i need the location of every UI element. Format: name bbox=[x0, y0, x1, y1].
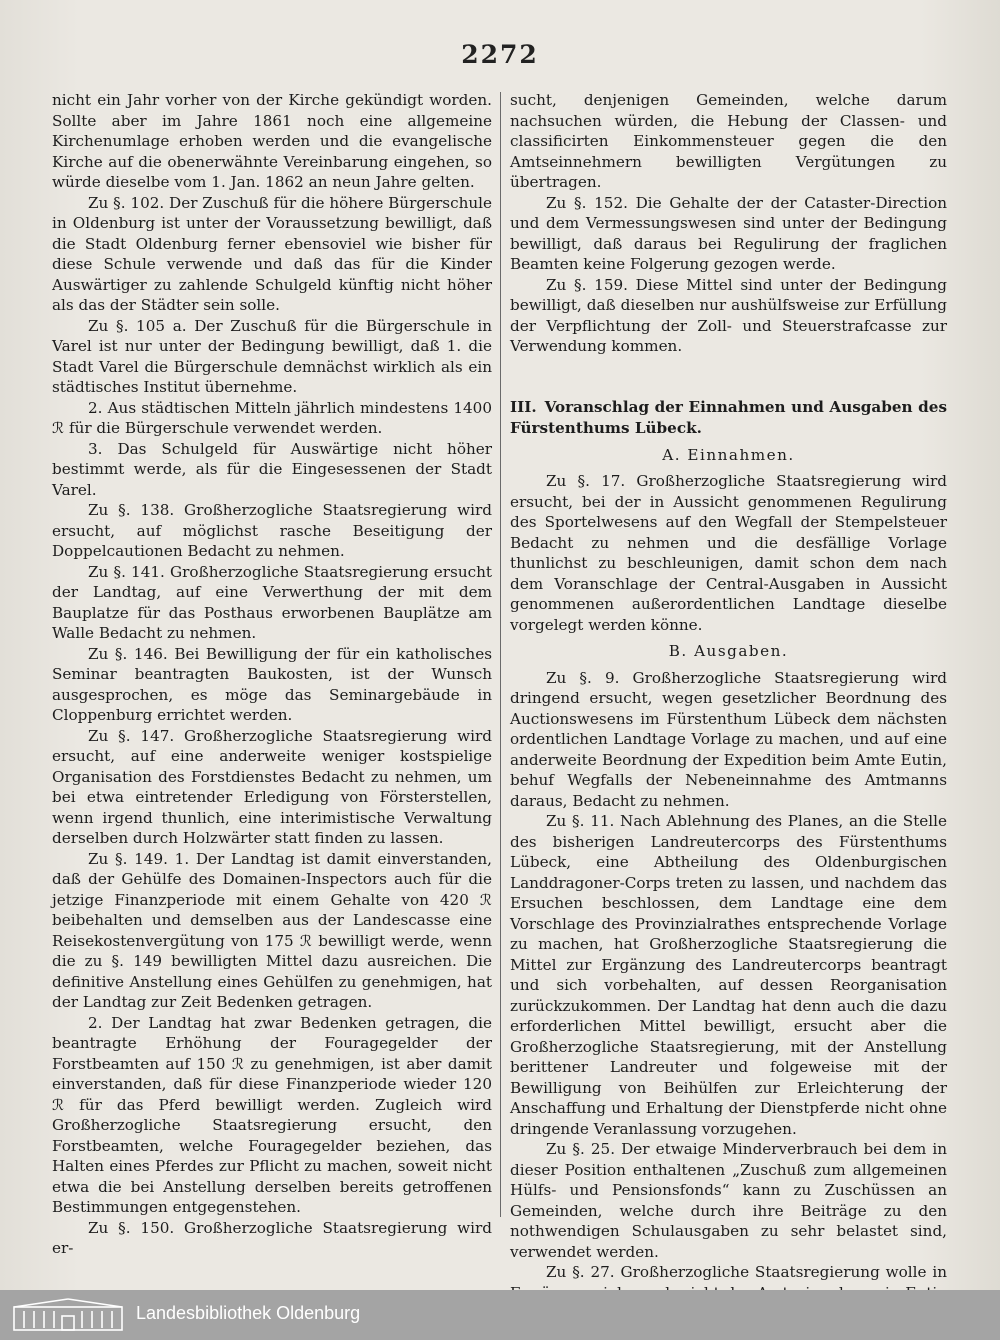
section-heading bbox=[510, 397, 947, 439]
section-number: III. bbox=[510, 397, 537, 416]
subheading-ausgaben: B. Ausgaben. bbox=[668, 642, 789, 660]
right-column bbox=[510, 90, 947, 1324]
library-building-icon bbox=[12, 1298, 124, 1332]
paragraph: Zu §. 102. Der Zuschuß für die höhere Bürgerschule in Oldenburg ist unter der Voraussetzung bewilligt, daß die Stadt Oldenburg ferner ebensoviel wie bisher für diese Schule verwende und daß das für die Kinder Auswärtiger zu zahlende Schulgeld künftig nicht höher als das der Städter sein solle. bbox=[52, 193, 493, 314]
paragraph: Zu §. 141. Großherzogliche Staatsregierung ersucht der Landtag, auf eine Verwerthung der mit dem Bauplatze für das Posthaus erworbenen Bauplätze am Walle Bedacht zu nehmen. bbox=[52, 562, 492, 642]
subheading-einnahmen: A. Einnahmen. bbox=[662, 445, 795, 464]
paragraph: 3. Das Schulgeld für Auswärtige nicht höher bestimmt werde, als für die Eingesessenen der Stadt Varel. bbox=[52, 439, 492, 499]
paragraph: nicht ein Jahr vorher von der Kirche gekündigt worden. Sollte aber im Jahre 1861 noch eine allgemeine Kirchenumlage erhoben werden und die evangelische Kirche auf die obenerwähnte Vereinbarung eingehen, so würde dieselbe vom 1. Jan. 1862 an neun Jahre gelten. bbox=[52, 91, 492, 191]
section-title: Voranschlag der Einnahmen und Ausgaben des Fürstenthums Lübeck. bbox=[510, 397, 947, 437]
footer-bar bbox=[0, 1290, 1000, 1340]
paragraph: Zu §. 150. Großherzogliche Staatsregierung wird er- bbox=[52, 1218, 492, 1257]
paragraph: Zu §. 105 a. Der Zuschuß für die Bürgerschule in Varel ist nur unter der Bedingung bewilligt, daß 1. die Stadt Varel die Bürgerschule demnächst wirklich als ein städtisches Institut übernehme. bbox=[52, 316, 492, 396]
page-number: 2272 bbox=[461, 40, 539, 69]
paragraph: sucht, denjenigen Gemeinden, welche darum nachsuchen würden, die Hebung der Classen- und classificirten Einkommensteuer gegen die den Amtseinnehmern bewilligten Vergütungen zu übertragen. bbox=[510, 91, 947, 191]
paragraph: Zu §. 25. Der etwaige Minderverbrauch bei dem in dieser Position enthaltenen „Zuschuß zum allgemeinen Hülfs- und Pensionsfonds“ kann zu Zuschüssen an Gemeinden, welche durch ihre Beiträge zu den nothwendigen Schulausgaben zu sehr belastet sind, verwendet werden. bbox=[510, 1140, 947, 1261]
paragraph: Zu §. 9. Großherzogliche Staatsregierung wird dringend ersucht, wegen gesetzlicher Beordnung des Auctionswesens im Fürstenthum Lübeck dem nächsten ordentlichen Landtage Vorlage zu machen, und auf eine anderweite Beordnung der Expedition beim Amte Eutin, behuf Wegfalls der Nebeneinnahme des Amtmanns daraus, Bedacht zu nehmen. bbox=[510, 668, 947, 810]
paragraph: Zu §. 138. Großherzogliche Staatsregierung wird ersucht, auf möglichst rasche Beseitigung der Doppelcautionen Bedacht zu nehmen. bbox=[52, 501, 492, 560]
paragraph: Zu §. 146. Bei Bewilligung der für ein katholisches Seminar beantragten Baukosten, ist der Wunsch ausgesprochen, es möge das Seminargebäude in Cloppenburg errichtet werden. bbox=[52, 644, 492, 724]
paragraph: 2. Aus städtischen Mitteln jährlich mindestens 1400 ℛ für die Bürgerschule verwendet werden. bbox=[52, 398, 492, 437]
library-name: Landesbibliothek Oldenburg bbox=[136, 1303, 361, 1323]
column-divider bbox=[500, 92, 501, 1217]
paragraph: 2. Der Landtag hat zwar Bedenken getragen, die beantragte Erhöhung der Fouragegelder der Forstbeamten auf 150 ℛ zu genehmigen, ist aber damit einverstanden, daß für diese Finanzperiode wieder 120 ℛ für das Pferd bewilligt werden. Zugleich wird Großherzogliche Staatsregierung ersucht, den Forstbeamten, welche Fouragegelder beziehen, das Halten eines Pferdes zur Pflicht zu machen, soweit nicht etwa die bei Anstellung derselben bereits getroffenen Bestimmungen entgegenstehen. bbox=[52, 1013, 492, 1216]
paragraph: Zu §. 147. Großherzogliche Staatsregierung wird ersucht, auf eine anderweite weniger kostspielige Organisation des Forstdienstes Bedacht zu nehmen, um bei etwa eintretender Erledigung von Försterstellen, wenn irgend thunlich, eine interimistische Verwaltung derselben durch Holzwärter statt finden zu lassen. bbox=[52, 726, 492, 847]
paragraph: Zu §. 159. Diese Mittel sind unter der Bedingung bewilligt, daß dieselben nur aushülfsweise zur Erfüllung der Verpflichtung der Zoll- und Steuerstrafcasse zur Verwendung kommen. bbox=[510, 275, 947, 355]
paragraph: Zu §. 152. Die Gehalte der der Cataster-Direction und dem Vermessungswesen sind unter der Bedingung bewilligt, daß daraus bei Regulirung der fraglichen Beamten keine Folgerung gezogen werde. bbox=[510, 193, 947, 273]
paragraph: Zu §. 27. Großherzogliche Staatsregierung wolle in bbox=[546, 1263, 947, 1281]
left-column bbox=[52, 90, 492, 1259]
paragraph: Zu §. 11. Nach Ablehnung des Planes, an die Stelle des bisherigen Landreutercorps des Fürstenthums Lübeck, eine Abtheilung des Oldenburgischen Landdragoner-Corps treten zu lassen, und nachdem das Ersuchen beschlossen, dem Landtage eine dem Vorschlage des Provinzialrathes entsprechende Vorlage zu machen, hat Großherzogliche Staatsregierung die Mittel zur Ergänzung des Landreutercorps beantragt und sich vorbehalten, auf dessen Reorganisation zurückzukommen. Der Landtag hat denn auch die dazu erforderlichen Mittel bewilligt, ersucht aber die Großherzogliche Staatsregierung, mit der Anstellung berittener Landreuter und folgeweise mit der Bewilligung von Beihülfen zur Erleichterung der Anschaffung und Erhaltung der Dienstpferde nicht ohne dringende Veranlassung vorzugehen. bbox=[510, 812, 947, 1138]
paragraph: Zu §. 149. 1. Der Landtag ist damit einverstanden, daß der Gehülfe des Domainen-Inspectors auch für die jetzige Finanzperiode mit einem Gehalte von 420 ℛ beibehalten und demselben aus der Landescasse eine Reisekostenvergütung von 175 ℛ bewilligt werde, wenn die zu §. 149 bewilligten Mittel dazu ausreichen. Die definitive Anstellung eines Gehülfen zu genehmigen, hat der Landtag zur Zeit Bedenken getragen. bbox=[52, 849, 492, 1011]
paragraph: Zu §. 17. Großherzogliche Staatsregierung wird ersucht, bei der in Aussicht genommenen Regulirung des Sportelwesens auf den Wegfall der Stempelsteuer Bedacht zu nehmen und die desfällige Vorlage thunlichst zu beschleunigen, damit schon dem nach dem Voranschlage der Central-Ausgaben in Aussicht genommenen außerordentlichen Landtage dieselbe vorgelegt werden könne. bbox=[510, 472, 947, 634]
